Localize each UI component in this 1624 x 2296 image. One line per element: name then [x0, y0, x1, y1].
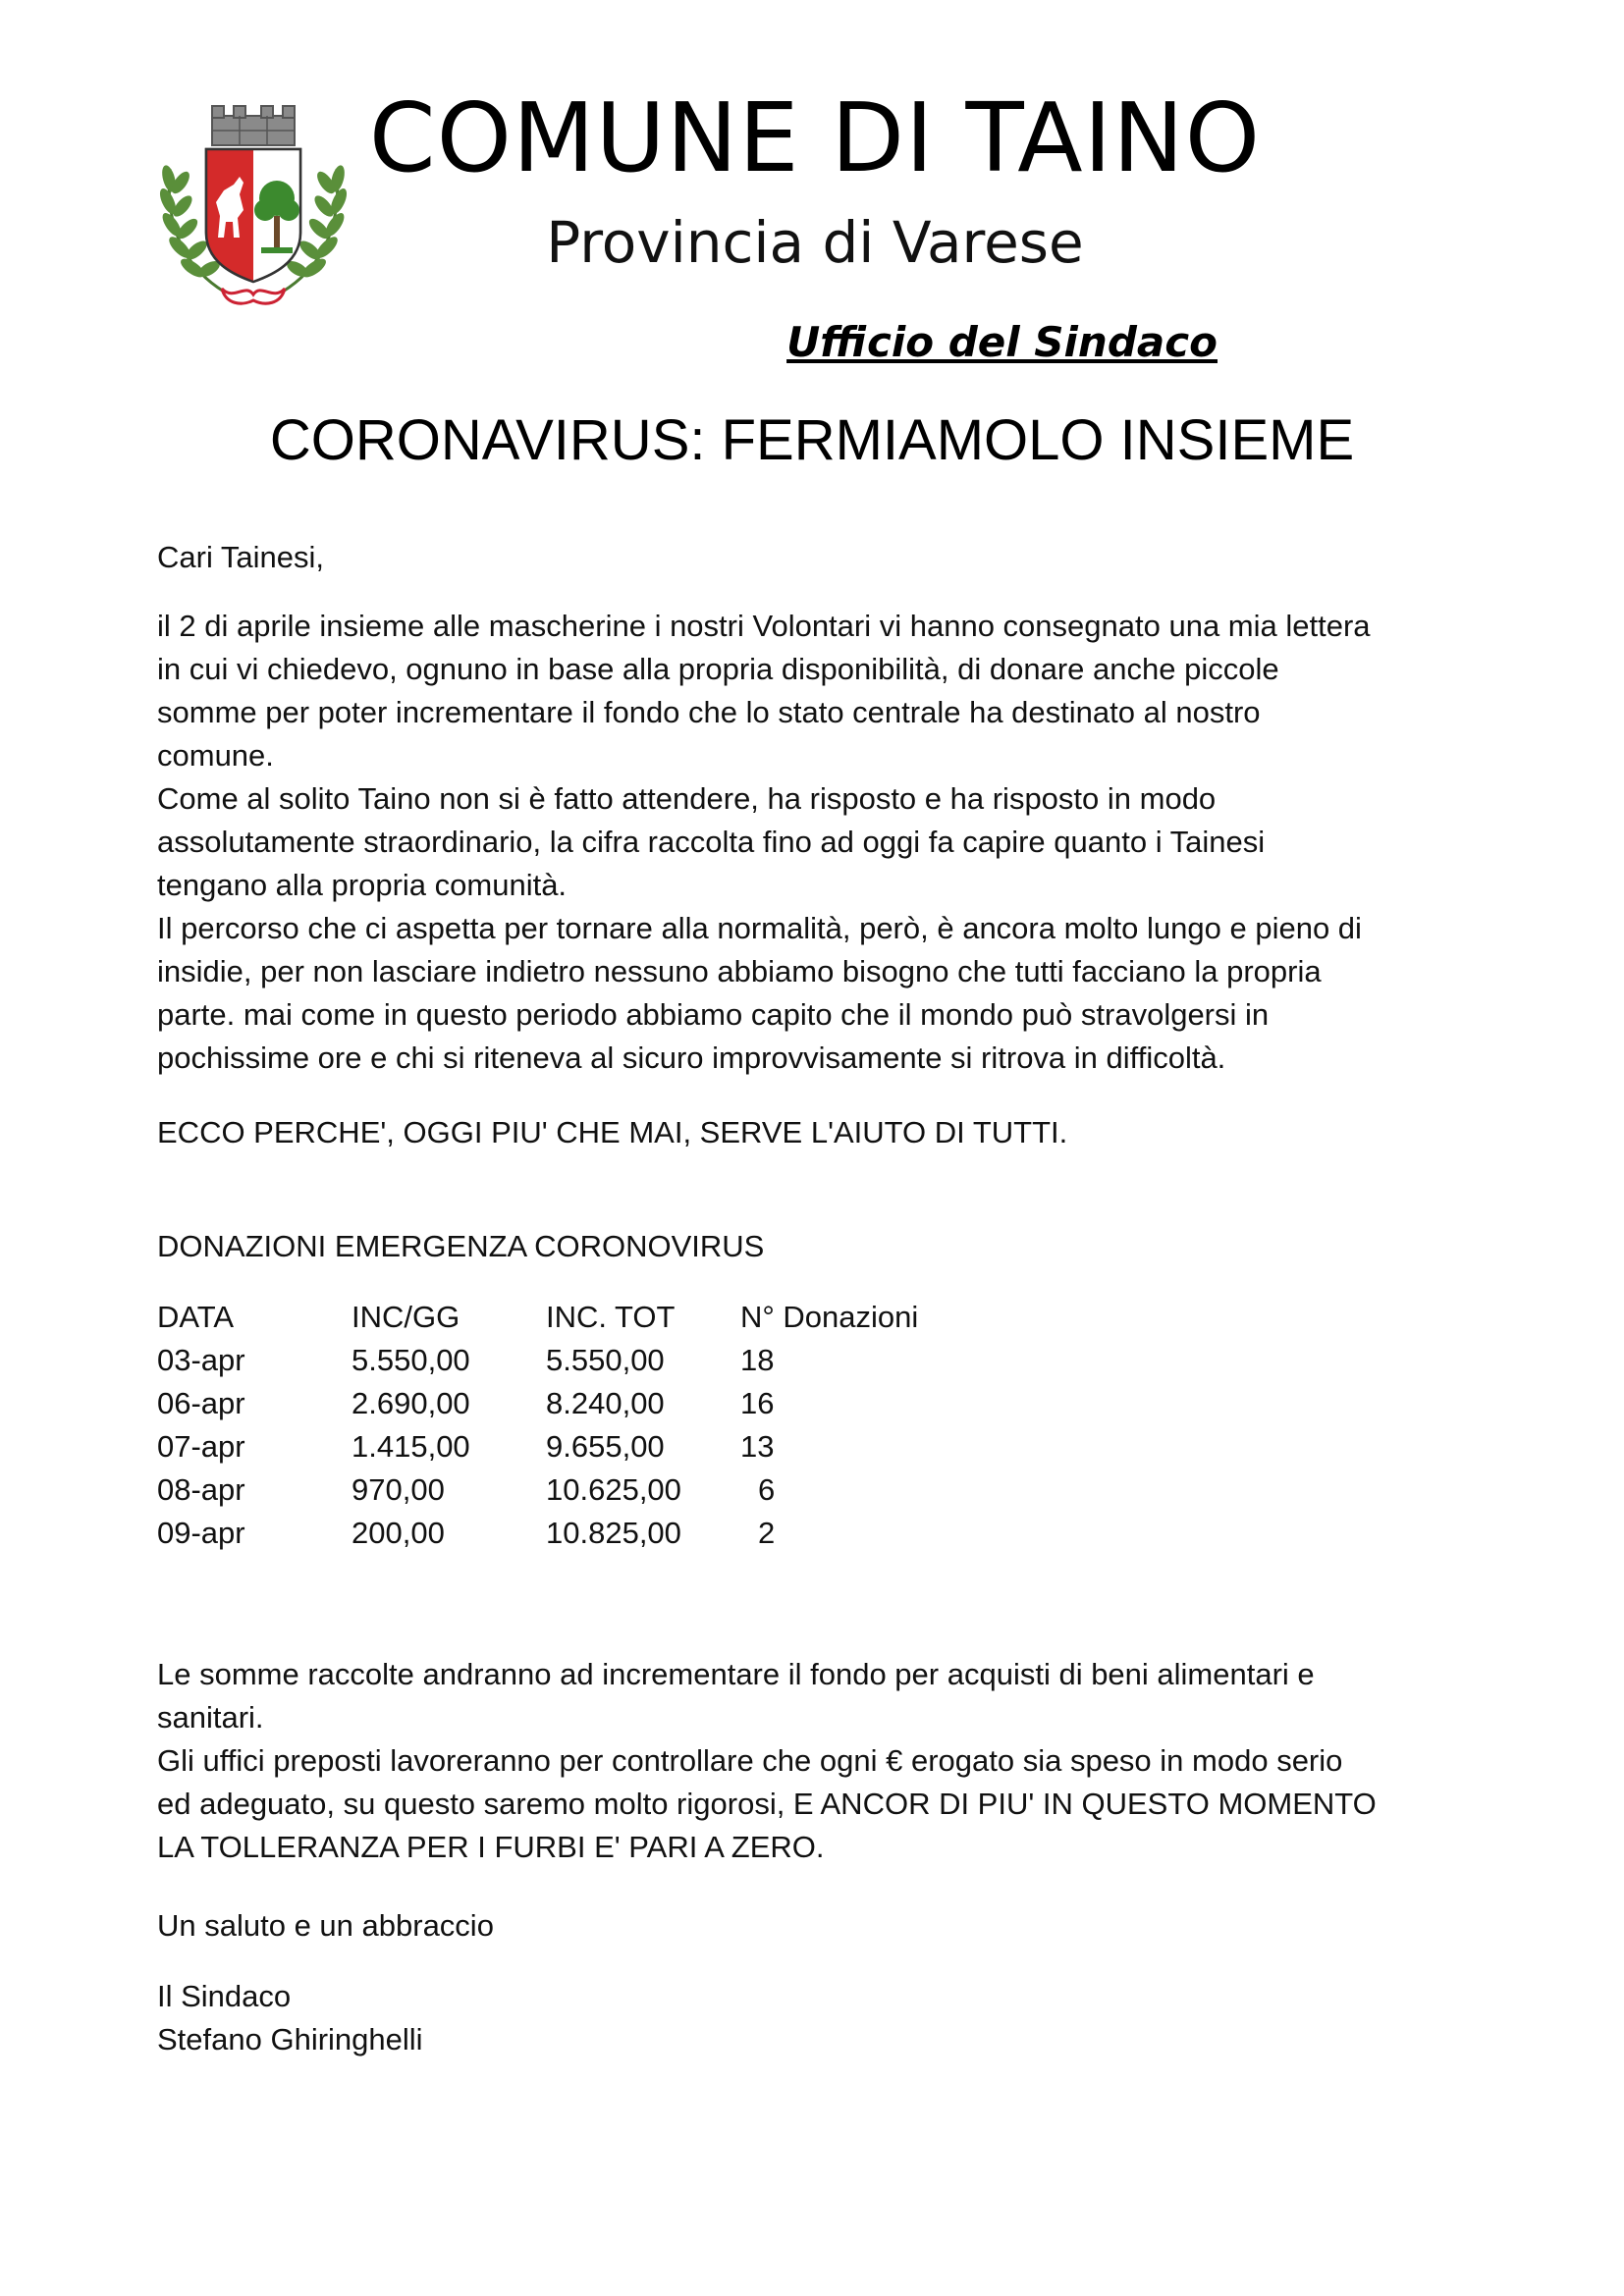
table-cell-daily: 5.550,00 [352, 1343, 470, 1377]
shield [206, 149, 300, 282]
office-heading: Ufficio del Sindaco [786, 318, 1218, 366]
table-row [157, 1425, 974, 1468]
body-line: parte. mai come in questo periodo abbiamo capito che il mondo può stravolgersi in [157, 997, 1270, 1032]
crown [212, 106, 295, 145]
table-row [157, 1382, 974, 1425]
signature-role: Il Sindaco [157, 1979, 292, 2013]
body-line: ed adeguato, su questo saremo molto rigorosi, E ANCOR DI PIU' IN QUESTO MOMENTO [157, 1787, 1377, 1821]
table-cell-total: 5.550,00 [546, 1343, 665, 1377]
ribbon [222, 289, 285, 303]
body-line: il 2 di aprile insieme alle mascherine i nostri Volontari vi hanno consegnato una mia lettera [157, 609, 1371, 643]
municipal-crest-icon [155, 100, 352, 311]
body-line: Come al solito Taino non si è fatto attendere, ha risposto e ha risposto in modo [157, 781, 1217, 816]
column-header: N° Donazioni [740, 1300, 919, 1334]
table-cell-total: 8.240,00 [546, 1386, 665, 1420]
letter-body-paragraph [157, 605, 1492, 1080]
table-cell-date: 09-apr [157, 1516, 245, 1550]
table-cell-count: 13 [740, 1429, 775, 1464]
body-line: in cui vi chiedevo, ognuno in base alla propria disponibilità, di donare anche piccole [157, 652, 1279, 686]
closing-line: Un saluto e un abbraccio [157, 1908, 494, 1943]
table-cell-daily: 200,00 [352, 1516, 445, 1550]
signature-block [157, 1975, 1492, 2061]
callout-line: ECCO PERCHE', OGGI PIU' CHE MAI, SERVE L'AIUTO DI TUTTI. [157, 1115, 1068, 1149]
table-cell-daily: 1.415,00 [352, 1429, 470, 1464]
column-header: DATA [157, 1300, 235, 1334]
body-line: somme per poter incrementare il fondo che lo stato centrale ha destinato al nostro [157, 695, 1261, 729]
table-cell-count: 2 [758, 1516, 776, 1550]
table-cell-date: 06-apr [157, 1386, 245, 1420]
table-cell-count: 16 [740, 1386, 775, 1420]
table-row [157, 1339, 974, 1382]
table-cell-date: 07-apr [157, 1429, 245, 1464]
page-headline: CORONAVIRUS: FERMIAMOLO INSIEME [269, 408, 1355, 472]
municipality-title: COMUNE DI TAINO [368, 82, 1262, 193]
table-cell-total: 10.825,00 [546, 1516, 681, 1550]
column-header: INC/GG [352, 1300, 460, 1334]
table-header-row [157, 1296, 974, 1339]
table-cell-date: 03-apr [157, 1343, 245, 1377]
body-line: Il percorso che ci aspetta per tornare alla normalità, però, è ancora molto lungo e pieno di [157, 911, 1362, 945]
table-row [157, 1512, 974, 1555]
letter-body-paragraph [157, 1653, 1492, 1869]
body-line: comune. [157, 738, 274, 773]
donations-table [157, 1296, 974, 1555]
body-line: LA TOLLERANZA PER I FURBI E' PARI A ZERO. [157, 1830, 825, 1864]
body-line: tengano alla propria comunità. [157, 868, 568, 902]
body-line: Gli uffici preposti lavoreranno per controllare che ogni € erogato sia speso in modo serio [157, 1743, 1343, 1778]
body-line: sanitari. [157, 1700, 264, 1735]
table-cell-total: 9.655,00 [546, 1429, 665, 1464]
table-cell-daily: 2.690,00 [352, 1386, 470, 1420]
greeting: Cari Tainesi, [157, 540, 325, 574]
body-line: insidie, per non lasciare indietro nessuno abbiamo bisogno che tutti facciano la propria [157, 954, 1322, 988]
table-cell-daily: 970,00 [352, 1472, 445, 1507]
table-cell-date: 08-apr [157, 1472, 245, 1507]
table-row [157, 1468, 974, 1512]
donations-title: DONAZIONI EMERGENZA CORONOVIRUS [157, 1229, 765, 1263]
province-subtitle: Provincia di Varese [546, 209, 1084, 276]
signature-name: Stefano Ghiringhelli [157, 2022, 423, 2056]
body-line: assolutamente straordinario, la cifra raccolta fino ad oggi fa capire quanto i Tainesi [157, 825, 1266, 859]
table-cell-total: 10.625,00 [546, 1472, 681, 1507]
table-cell-count: 18 [740, 1343, 775, 1377]
table-cell-count: 6 [758, 1472, 776, 1507]
body-line: pochissime ore e chi si riteneva al sicuro improvvisamente si ritrova in difficoltà. [157, 1041, 1226, 1075]
column-header: INC. TOT [546, 1300, 676, 1334]
body-line: Le somme raccolte andranno ad incrementare il fondo per acquisti di beni alimentari e [157, 1657, 1315, 1691]
